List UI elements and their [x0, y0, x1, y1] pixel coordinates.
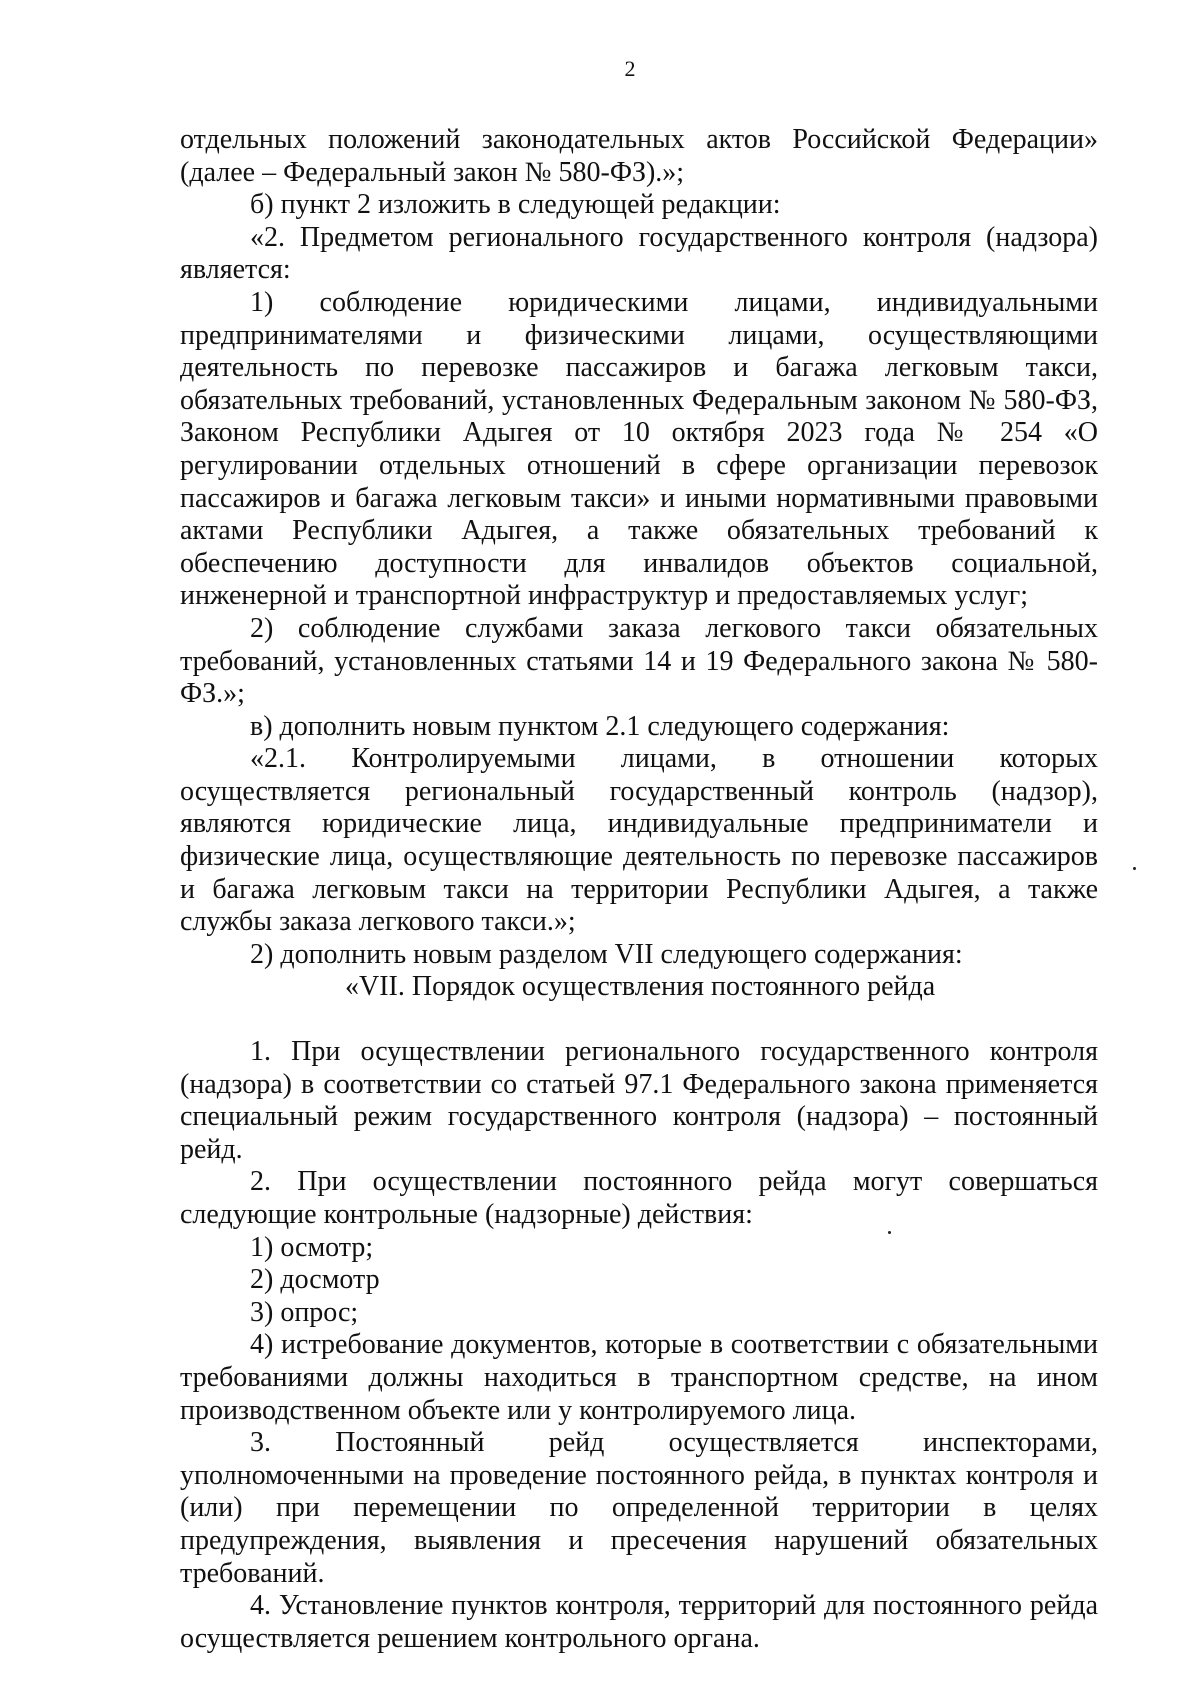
section-gap [180, 1004, 1098, 1036]
paragraph-vii-1: 1. При осуществлении регионального государственного контроля (надзора) в соответствии со статьей 97.1 Федерального закона применяется специальный режим государственного контроля (надзора) – постоянный рейд. [180, 1036, 1098, 1165]
page-number: 2 [624, 56, 636, 81]
list-item-search: 2) досмотр [250, 1264, 380, 1296]
scan-speck [1133, 867, 1136, 870]
paragraph-subitem-b: б) пункт 2 изложить в следующей редакции: [250, 189, 781, 221]
paragraph-add-section-vii: 2) дополнить новым разделом VII следующего содержания: [250, 938, 963, 970]
paragraph-item-2: «2. Предметом регионального государственного контроля (надзора) является: [180, 221, 1098, 286]
paragraph-item-2-1-controlled-persons: «2.1. Контролируемыми лицами, в отношении которых осуществляется региональный государственный контроль (надзор), являются юридические лица, индивидуальные предприниматели и физические лица, осуществляющие деятельность по перевозке пассажиров и багажа легковым такси на территории Республики Адыгея, а также службы заказа легкового такси.»; [180, 743, 1098, 938]
list-item-inspection: 1) осмотр; [250, 1231, 374, 1263]
paragraph-item-2-1: 1) соблюдение юридическими лицами, индивидуальными предпринимателями и физическими лицами, осуществляющими деятельность по перевозке пассажиров и багажа легковым такси, обязательных требований, установленных Федеральным законом № 580-ФЗ, Законом Республики Адыгея от 10 октября 2023 года № 254 «О регулировании отдельных отношений в сфере организации перевозок пассажиров и багажа легковым такси» и иными нормативными правовыми актами Республики Адыгея, а также обязательных требований к обеспечению доступности для инвалидов объектов социальной, инженерной и транспортной инфраструктур и предоставляемых услуг; [180, 286, 1098, 612]
paragraph-continuation: отдельных положений законодательных актов Российской Федерации» (далее – Федеральный закон № 580-ФЗ).»; [180, 124, 1098, 188]
list-item-documents: 4) истребование документов, которые в соответствии с обязательными требованиями должны находиться в транспортном средстве, на ином производственном объекте или у контролируемого лица. [180, 1329, 1098, 1426]
list-item-interview: 3) опрос; [250, 1296, 359, 1328]
paragraph-vii-4: 4. Установление пунктов контроля, территорий для постоянного рейда осуществляется решением контрольного органа. [180, 1590, 1098, 1654]
paragraph-subitem-v: в) дополнить новым пунктом 2.1 следующего содержания: [250, 710, 950, 742]
paragraph-vii-2: 2. При осуществлении постоянного рейда могут совершаться следующие контрольные (надзорные) действия: [180, 1166, 1098, 1230]
section-heading: «VII. Порядок осуществления постоянного рейда [345, 971, 936, 1003]
paragraph-vii-3: 3. Постоянный рейд осуществляется инспекторами, уполномоченными на проведение постоянного рейда, в пунктах контроля и (или) при перемещении по определенной территории в целях предупреждения, выявления и пресечения нарушений обязательных требований. [180, 1427, 1098, 1589]
document-body [180, 124, 1098, 1655]
scan-speck [888, 1231, 891, 1234]
paragraph-item-2-2: 2) соблюдение службами заказа легкового такси обязательных требований, установленных статьями 14 и 19 Федерального закона № 580-ФЗ.»; [180, 612, 1098, 710]
